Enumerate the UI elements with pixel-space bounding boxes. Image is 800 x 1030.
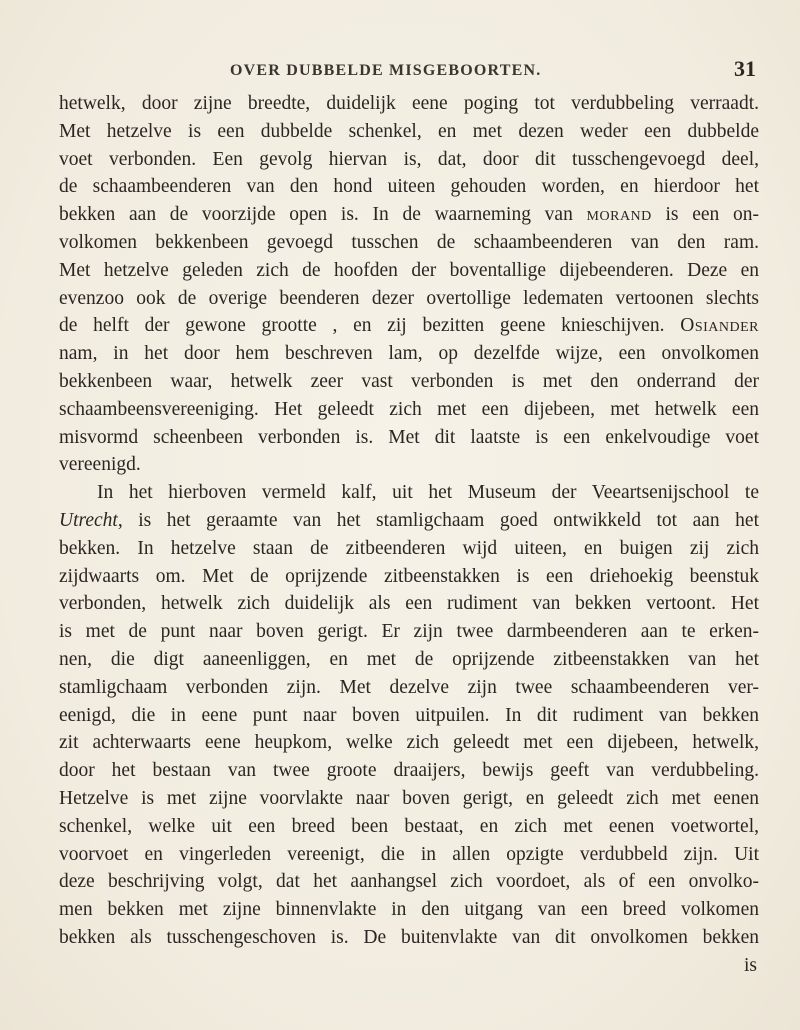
text-run: verbonden, hetwelk zich duidelijk als een rudiment van bekken vertoont. Het — [59, 593, 759, 615]
author-name: morand — [586, 204, 652, 226]
text-run: nen, die digt aaneenliggen, en met de oprijzende zitbeenstakken van het — [59, 648, 759, 670]
text-line — [59, 118, 759, 146]
text-line — [59, 479, 759, 507]
text-line — [59, 924, 759, 952]
text-line — [59, 146, 759, 174]
text-run: stamligchaam verbonden zijn. Met dezelve zijn twee schaambeenderen ver- — [59, 676, 759, 698]
text-run: is een on- — [651, 204, 759, 226]
text-line — [59, 563, 759, 591]
text-line — [59, 368, 759, 396]
text-run: voet verbonden. Een gevolg hiervan is, dat, door dit tusschengevoegd deel, — [59, 148, 759, 170]
text-run: is met de punt naar boven gerigt. Er zijn twee darmbeenderen aan te erken- — [59, 621, 759, 643]
text-run: deze beschrijving volgt, dat het aanhangsel zich voordoet, als of een onvolko- — [59, 871, 759, 893]
text-line — [59, 285, 759, 313]
text-run: vereenigd. — [59, 454, 141, 476]
text-run: bekkenbeen waar, hetwelk zeer vast verbonden is met den onderrand der — [59, 370, 759, 392]
text-run: voorvoet en vingerleden vereenigt, die in allen opzigte verdubbeld zijn. Uit — [59, 843, 759, 865]
text-line — [59, 813, 759, 841]
text-line — [59, 590, 759, 618]
text-run: zit achterwaarts eene heupkom, welke zich geleedt met een dijebeen, hetwelk, — [59, 732, 759, 754]
text-line — [59, 312, 759, 340]
text-run: hetwelk, door zijne breedte, duidelijk eene poging tot verdubbeling verraadt. — [59, 93, 759, 114]
body-text — [59, 90, 759, 980]
text-run: men bekken met zijne binnenvlakte in den uitgang van een breed volkomen — [59, 899, 759, 921]
author-name: Osiander — [680, 315, 759, 337]
text-run: In het hierboven vermeld kalf, uit het Museum der Veeartsenijschool te — [97, 482, 759, 504]
text-run: , is het geraamte van het stamligchaam goed ontwikkeld tot aan het — [117, 509, 759, 531]
text-line — [59, 424, 759, 452]
text-run: schenkel, welke uit een breed been bestaat, en zich met eenen voetwortel, — [59, 815, 759, 837]
catchword: is — [743, 954, 757, 976]
text-line — [59, 674, 759, 702]
text-line — [59, 785, 759, 813]
text-line — [59, 201, 759, 229]
text-line — [59, 535, 759, 563]
text-line — [59, 757, 759, 785]
text-run: misvormd scheenbeen verbonden is. Met dit laatste is een enkelvoudige voet — [59, 426, 759, 448]
text-run: volkomen bekkenbeen gevoegd tusschen de schaambeenderen van den ram. — [59, 231, 759, 253]
text-run: bekken als tusschengeschoven is. De buitenvlakte van dit onvolkomen bekken — [59, 926, 759, 948]
running-title: OVER DUBBELDE MISGEBOORTEN. — [230, 62, 542, 79]
text-run: Met hetzelve is een dubbelde schenkel, en met dezen weder een dubbelde — [59, 120, 759, 142]
text-line — [59, 340, 759, 368]
text-line — [59, 868, 759, 896]
text-line — [59, 896, 759, 924]
text-line — [59, 729, 759, 757]
text-run: eenigd, die in eene punt naar boven uitpuilen. In dit rudiment van bekken — [59, 704, 759, 726]
text-run: nam, in het door hem beschreven lam, op dezelfde wijze, een onvolkomen — [59, 343, 759, 365]
page-number: 31 — [734, 56, 756, 81]
text-line — [59, 257, 759, 285]
text-line — [59, 396, 759, 424]
text-run: bekken. In hetzelve staan de zitbeenderen wijd uiteen, en buigen zij zich — [59, 537, 759, 559]
text-line — [59, 90, 759, 118]
text-line — [59, 618, 759, 646]
text-run: schaambeensvereeniging. Het geleedt zich met een dijebeen, met hetwelk een — [59, 398, 759, 420]
text-line — [59, 646, 759, 674]
text-run: zijdwaarts om. Met de oprijzende zitbeenstakken is een driehoekig beenstuk — [59, 565, 759, 587]
text-run: de schaambeenderen van den hond uiteen gehouden worden, en hierdoor het — [59, 176, 759, 198]
text-line — [59, 173, 759, 201]
text-run: bekken aan de voorzijde open is. In de waarneming van — [59, 204, 587, 226]
text-run: evenzoo ook de overige beenderen dezer overtollige ledematen vertoonen slechts — [59, 287, 759, 309]
text-line — [59, 451, 759, 479]
text-run: door het bestaan van twee groote draaijers, bewijs geeft van verdubbeling. — [59, 760, 759, 782]
text-line — [59, 841, 759, 869]
text-line — [59, 702, 759, 730]
text-run: Hetzelve is met zijne voorvlakte naar boven gerigt, en geleedt zich met eenen — [59, 787, 759, 809]
text-line — [59, 229, 759, 257]
text-line — [59, 507, 759, 535]
place-name: Utrecht — [59, 509, 118, 531]
text-run: de helft der gewone grootte , en zij bezitten geene knieschijven. — [59, 315, 681, 337]
text-run: Met hetzelve geleden zich de hoofden der boventallige dijebeenderen. Deze en — [59, 259, 759, 281]
